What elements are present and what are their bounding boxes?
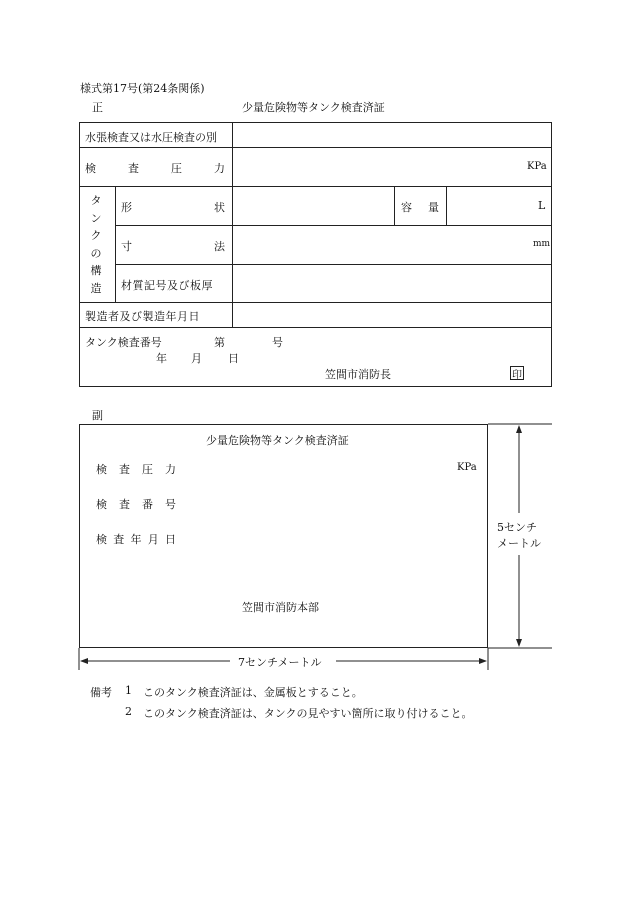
tank-number-label: タンク検査番号 — [85, 336, 162, 349]
note-2-number: 2 — [125, 705, 132, 718]
test-type-label: 水張検査又は水圧検査の別 — [85, 131, 217, 144]
notes-label: 備考 — [90, 686, 112, 699]
height-note-1: 5センチ — [497, 521, 537, 534]
pressure-label: 検 査 圧 力 — [85, 162, 225, 175]
capacity-unit: L — [538, 199, 546, 212]
seal-mark: 印 — [510, 366, 524, 380]
front-label: 正 — [92, 101, 103, 114]
copy-issuer: 笠間市消防本部 — [242, 601, 319, 614]
maker-label: 製造者及び製造年月日 — [85, 310, 200, 323]
capacity-label: 容 量 — [401, 201, 439, 214]
dimension-label: 寸 法 — [121, 240, 225, 253]
width-arrowhead-right — [479, 658, 487, 664]
dimension-unit: mm — [533, 239, 551, 249]
width-arrowhead-left — [80, 658, 88, 664]
date-year: 年 — [156, 352, 167, 365]
copy-label: 副 — [92, 409, 103, 422]
copy-title: 少量危険物等タンク検査済証 — [206, 434, 349, 447]
front-title: 少量危険物等タンク検査済証 — [242, 101, 385, 114]
width-note: 7センチメートル — [238, 656, 322, 669]
material-label: 材質記号及び板厚 — [121, 279, 213, 292]
copy-number-label: 検 査 番 号 — [96, 498, 176, 511]
copy-date-label: 検 査 年 月 日 — [96, 533, 176, 546]
form-id: 様式第17号(第24条関係) — [80, 82, 205, 95]
number-go: 号 — [272, 336, 283, 349]
note-1-text: このタンク検査済証は、金属板とすること。 — [143, 686, 363, 699]
number-dai: 第 — [214, 336, 225, 349]
issuer: 笠間市消防長 — [325, 368, 391, 381]
shape-label: 形 状 — [121, 201, 225, 214]
height-arrowhead-top — [516, 425, 522, 433]
copy-pressure-label: 検 査 圧 力 — [96, 463, 176, 476]
tank-structure-label: タ ン ク の 構 造 — [90, 194, 102, 295]
height-arrowhead-bottom — [516, 639, 522, 647]
date-month: 月 — [191, 352, 202, 365]
copy-pressure-unit: KPa — [457, 462, 477, 473]
date-day: 日 — [228, 352, 239, 365]
height-note-2: メートル — [497, 537, 541, 550]
note-2-text: このタンク検査済証は、タンクの見やすい箇所に取り付けること。 — [143, 707, 473, 720]
pressure-unit: KPa — [527, 161, 547, 172]
note-1-number: 1 — [125, 684, 132, 697]
